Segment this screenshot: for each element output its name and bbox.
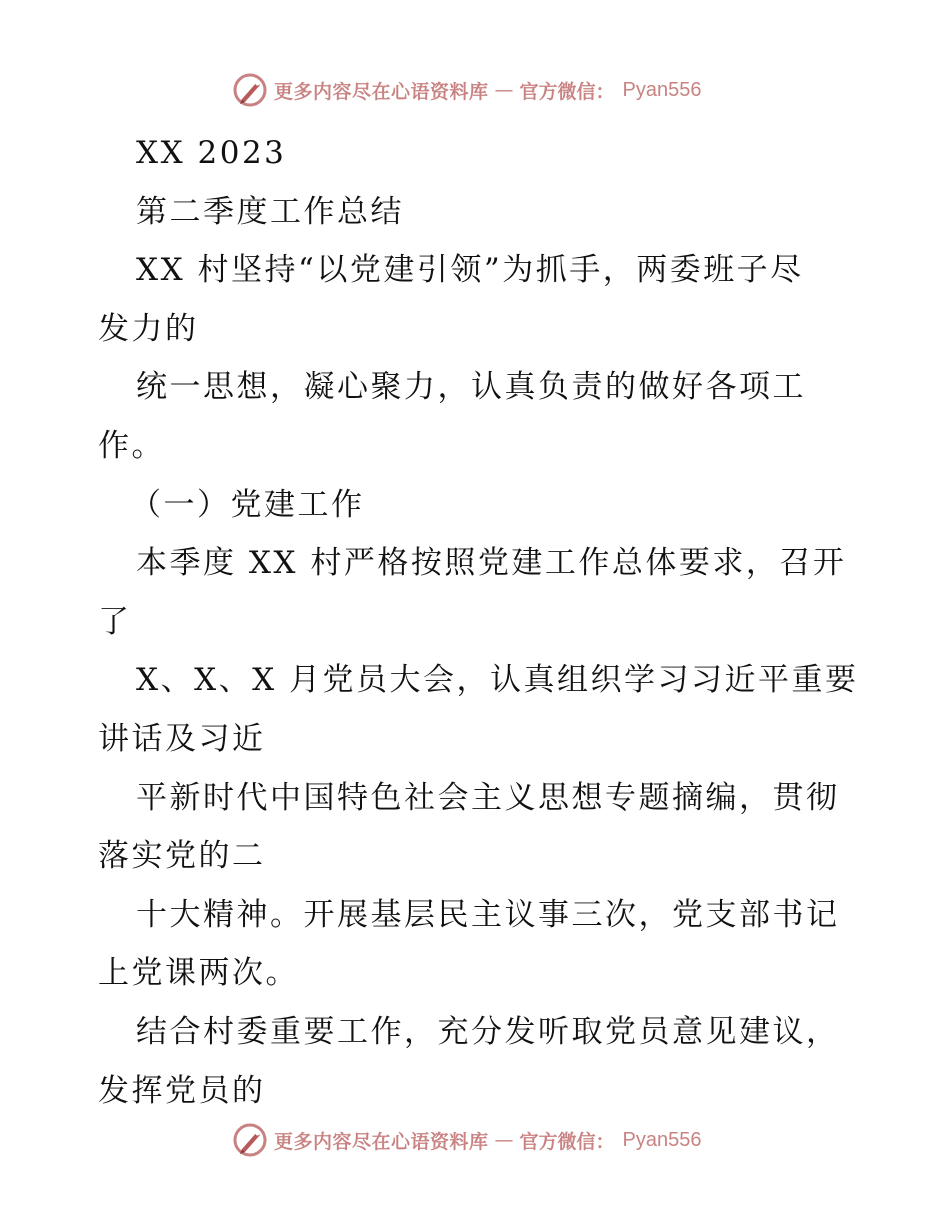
watermark-dash: — (494, 79, 514, 101)
header-watermark (232, 70, 702, 110)
doc-line: X、X、X 月党员大会，认真组织学习习近平重要 (136, 662, 859, 699)
watermark-dash: — (494, 1129, 514, 1151)
doc-line: 统一思想，凝心聚力，认真负责的做好各项工 (136, 369, 806, 406)
doc-line: 发挥党员的 (98, 1072, 266, 1109)
document-body (98, 124, 858, 1120)
footer-watermark (232, 1120, 702, 1160)
doc-line: 结合村委重要工作，充分发听取党员意见建议， (136, 1013, 840, 1050)
pen-logo-icon (232, 72, 268, 108)
watermark-text: 更多内容尽在心语资料库 (274, 1130, 489, 1153)
doc-line: 平新时代中国特色社会主义思想专题摘编，贯彻 (136, 779, 840, 816)
doc-line: 上党课两次。 (98, 955, 299, 992)
watermark-text: 更多内容尽在心语资料库 (274, 80, 489, 103)
doc-line: 本季度 XX 村严格按照党建工作总体要求，召开 (136, 545, 847, 582)
doc-line: 十大精神。开展基层民主议事三次，党支部书记 (136, 896, 840, 933)
doc-line: 了 (98, 603, 132, 640)
doc-heading-title: 第二季度工作总结 (136, 193, 404, 230)
watermark-wechat-id: Pyan556 (622, 1128, 702, 1151)
watermark-label: 官方微信： (519, 80, 615, 103)
doc-section-heading: （一）党建工作 (130, 486, 365, 523)
doc-line: XX 村坚持“以党建引领”为抓手，两委班子尽 (136, 252, 804, 289)
doc-heading-year: XX 2023 (136, 135, 287, 171)
doc-line: 作。 (98, 427, 165, 464)
doc-line: 落实党的二 (98, 838, 266, 875)
watermark-label: 官方微信： (519, 1130, 615, 1153)
doc-line: 发力的 (98, 310, 199, 347)
doc-line: 讲话及习近 (98, 720, 266, 757)
watermark-wechat-id: Pyan556 (622, 78, 702, 101)
pen-logo-icon (232, 1122, 268, 1158)
